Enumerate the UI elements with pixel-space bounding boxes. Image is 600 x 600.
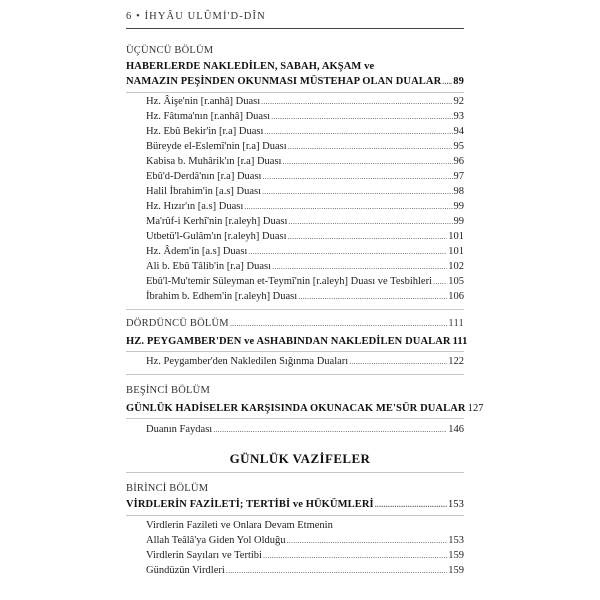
leader-dots [261, 97, 452, 106]
leader-dots [288, 232, 448, 241]
leader-dots [433, 277, 447, 286]
section-part-label: BİRİNCİ BÖLÜM [126, 483, 209, 494]
running-head: 6 • İHYÂU ULÛMİ'D-DÎN [126, 11, 266, 22]
toc-entry[interactable]: Hz. Ebû Bekir'in [r.a] Duası ..... 94 [146, 126, 464, 137]
divider [126, 418, 464, 419]
toc-entry[interactable]: Hz. Fâtıma'nın [r.anhâ] Duası ..... 93 [146, 111, 464, 122]
section-title[interactable]: NAMAZIN PEŞİNDEN OKUNMASI MÜSTEHAP OLAN DUALAR ..... 89 [126, 76, 464, 87]
section-title[interactable]: HZ. PEYGAMBER'DEN ve ASHABINDAN NAKLEDİLEN DUALAR 111 [126, 336, 468, 347]
section-title[interactable]: VİRDLERİN FAZİLETİ; TERTİBİ ve HÜKÜMLERİ ..... 153 [126, 499, 464, 510]
divider [126, 374, 464, 375]
toc-entry[interactable]: Ebû'd-Derdâ'nın [r.a] Duası ..... 97 [146, 171, 464, 182]
toc-entry[interactable]: Hz. Hızır'ın [a.s] Duası ..... 99 [146, 201, 464, 212]
leader-dots [282, 157, 452, 166]
leader-dots [263, 551, 447, 560]
toc-entry[interactable]: Duanın Faydası ..... 146 [146, 424, 464, 435]
leader-dots [244, 202, 452, 211]
leader-dots [262, 187, 452, 196]
leader-dots [288, 142, 453, 151]
toc-entry[interactable]: Halil İbrahim'in [a.s] Duası ..... 98 [146, 186, 464, 197]
section-part-label: BEŞİNCİ BÖLÜM [126, 385, 210, 396]
toc-entry[interactable]: Hz. Âişe'nin [r.anhâ] Duası ..... 92 [146, 96, 464, 107]
leader-dots [271, 112, 452, 121]
toc-entry[interactable]: Kabisa b. Muhârik'ın [r.a] Duası ..... 96 [146, 156, 464, 167]
section-title[interactable]: HABERLERDE NAKLEDİLEN, SABAH, AKŞAM ve [126, 61, 375, 72]
leader-dots [213, 425, 447, 434]
toc-entry[interactable]: Ali b. Ebû Tâlib'in [r.a] Duası ..... 102 [146, 261, 464, 272]
toc-entry-line1[interactable]: Virdlerin Fazileti ve Onlara Devam Etmenin [146, 520, 333, 531]
toc-entry[interactable]: Büreyde el-Eslemî'nin [r.a] Duası ..... 95 [146, 141, 464, 152]
toc-entry[interactable]: Ma'rûf-i Kerhî'nin [r.aleyh] Duası ..... 99 [146, 216, 464, 227]
leader-dots [226, 566, 447, 575]
book-heading: GÜNLÜK VAZİFELER [229, 451, 371, 466]
leader-dots [442, 77, 452, 86]
divider [126, 515, 464, 516]
leader-dots [230, 319, 448, 328]
toc-entry[interactable]: Ebû'l-Mu'temir Süleyman et-Teymî'nin [r.aleyh] Duası ve Tesbihleri ..... 105 [146, 276, 464, 287]
section-title[interactable]: GÜNLÜK HADİSELER KARŞISINDA OKUNACAK ME'SÜR DUALAR 127 [126, 403, 484, 414]
leader-dots [287, 536, 448, 545]
divider [126, 309, 464, 310]
leader-dots [375, 500, 447, 509]
toc-entry[interactable]: İbrahim b. Edhem'in [r.aleyh] Duası ..... 106 [146, 291, 464, 302]
leader-dots [288, 217, 452, 226]
toc-entry[interactable]: Hz. Âdem'in [a.s] Duası ..... 101 [146, 246, 464, 257]
divider [126, 92, 464, 93]
leader-dots [298, 292, 447, 301]
leader-dots [262, 172, 452, 181]
header-rule [126, 28, 464, 29]
section-part-label: ÜÇÜNCÜ BÖLÜM [126, 45, 214, 56]
toc-entry[interactable]: Virdlerin Sayıları ve Tertibi ..... 159 [146, 550, 464, 561]
divider [126, 472, 464, 473]
page-number: 89 [453, 76, 464, 87]
toc-entry[interactable]: Allah Teâlâ'ya Giden Yol Olduğu ..... 153 [146, 535, 464, 546]
toc-entry[interactable]: Utbetü'l-Gulâm'ın [r.aleyh] Duası ..... 101 [146, 231, 464, 242]
section-part-label[interactable]: DÖRDÜNCÜ BÖLÜM ..... 111 [126, 318, 464, 329]
toc-entry[interactable]: Gündüzün Virdleri ..... 159 [146, 565, 464, 576]
toc-entry[interactable]: Hz. Peygamber'den Nakledilen Sığınma Duaları ..... 122 [146, 356, 464, 367]
divider [126, 351, 464, 352]
leader-dots [272, 262, 447, 271]
leader-dots [349, 357, 447, 366]
leader-dots [264, 127, 452, 136]
leader-dots [248, 247, 447, 256]
